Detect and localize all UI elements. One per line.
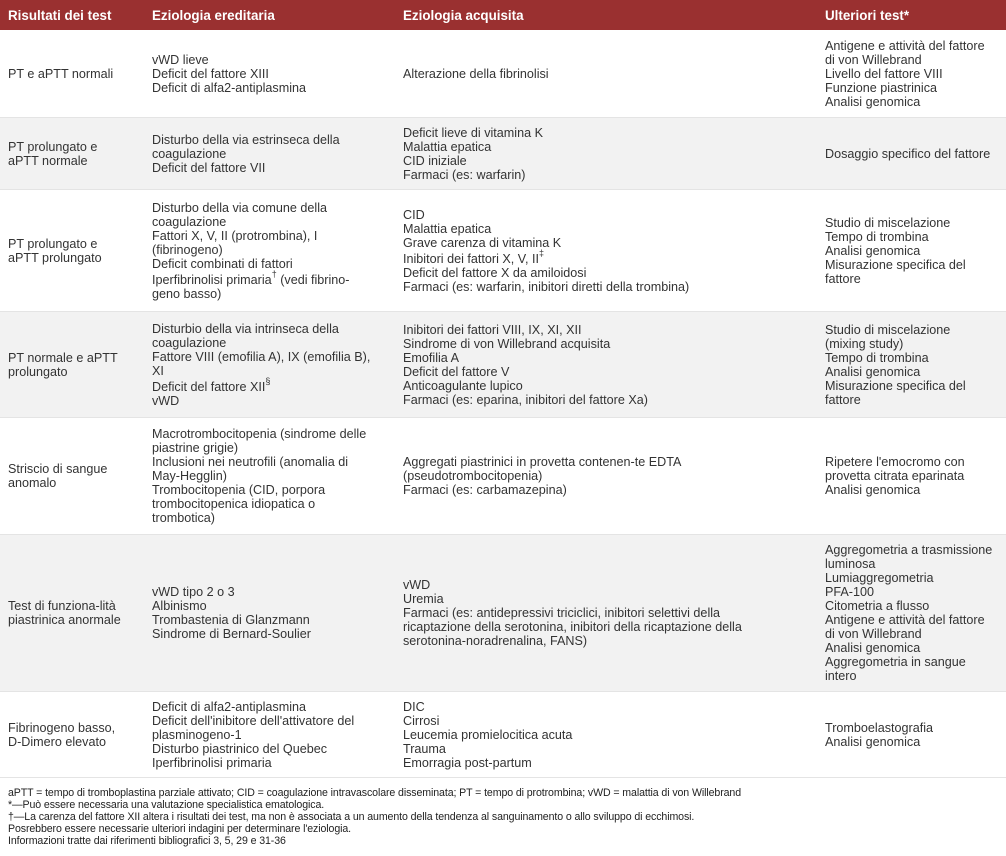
- cell-line: geno basso): [152, 286, 222, 301]
- cell-line: Emofilia A: [403, 350, 459, 365]
- cell-line: coagulazione: [152, 146, 227, 161]
- cell-line: Farmaci (es: warfarin, inibitori diretti della trombina): [403, 279, 690, 294]
- cell-line: Citometria a flusso: [825, 599, 930, 613]
- cell-line: Deficit del fattore V: [403, 364, 510, 379]
- cell-line: piastrine grigie): [152, 441, 239, 455]
- cell-line: DIC: [403, 699, 425, 714]
- hereditary-cell: [144, 312, 395, 418]
- hereditary-cell: [144, 30, 395, 118]
- cell-line: Striscio di sangue: [8, 462, 108, 476]
- acquired-cell: [395, 30, 817, 118]
- footnote-marker: ‡: [539, 248, 545, 259]
- table-row: [0, 312, 1006, 418]
- cell-line: May-Hegglin): [152, 469, 227, 483]
- further-tests-cell: [817, 30, 1006, 118]
- cell-line: trombocitopenica idiopatica o: [152, 497, 316, 511]
- line-text-rest: (vedi fibrino-: [276, 272, 350, 287]
- test-result-cell: [0, 312, 144, 418]
- cell-line: [403, 248, 809, 266]
- cell-line: anomalo: [8, 476, 57, 490]
- cell-line: di von Willebrand: [825, 52, 922, 67]
- cell-line: Trauma: [403, 741, 446, 756]
- table-row: [0, 535, 1006, 692]
- cell-line: ricaptazione della serotonina, inibitori della ricaptazione della: [403, 620, 742, 634]
- table-footnotes: [0, 778, 1006, 847]
- cell-line: Inclusioni nei neutrofili (anomalia di: [152, 455, 349, 469]
- hereditary-cell: [144, 535, 395, 692]
- acquired-cell: [395, 535, 817, 692]
- hereditary-cell: [144, 118, 395, 190]
- cell-line: CID: [403, 207, 425, 222]
- cell-line: Sindrome di Bernard-Soulier: [152, 627, 311, 641]
- cell-line: PT e aPTT normali: [8, 66, 114, 81]
- footnote-further: Posrebbero essere necessarie ulteriori indagini per determinare l'eziologia.: [8, 823, 352, 835]
- cell-line: PFA-100: [825, 585, 875, 599]
- cell-line: vWD tipo 2 o 3: [152, 585, 235, 599]
- further-tests-cell: [817, 535, 1006, 692]
- table-row: [0, 118, 1006, 190]
- cell-line: Grave carenza di vitamina K: [403, 235, 562, 250]
- cell-line: PT prolungato e: [8, 139, 98, 154]
- table-row: [0, 692, 1006, 778]
- cell-line: luminosa: [825, 557, 876, 571]
- test-result-cell: [0, 30, 144, 118]
- further-tests-cell: [817, 118, 1006, 190]
- cell-line: coagulazione: [152, 335, 227, 350]
- further-tests-cell: [817, 312, 1006, 418]
- cell-line: intero: [825, 669, 857, 683]
- cell-line: Analisi genomica: [825, 641, 921, 655]
- cell-line: Lumiaggregometria: [825, 571, 934, 585]
- further-tests-cell: [817, 418, 1006, 535]
- header-further-tests: Ulteriori test*: [817, 0, 1006, 30]
- cell-line: fattore: [825, 271, 861, 286]
- line-text: Deficit del fattore XII: [152, 379, 266, 394]
- cell-line: fattore: [825, 392, 861, 407]
- cell-line: vWD: [152, 393, 180, 408]
- cell-line: vWD: [403, 578, 431, 592]
- cell-line: Malattia epatica: [403, 139, 492, 154]
- cell-line: coagulazione: [152, 214, 227, 229]
- cell-line: Misurazione specifica del: [825, 378, 966, 393]
- cell-line: Deficit di alfa2-antiplasmina: [152, 80, 306, 95]
- table-row: [0, 30, 1006, 118]
- further-tests-cell: [817, 692, 1006, 778]
- footnote-dagger: †—La carenza del fattore XII altera i risultati dei test, ma non è associata a un aumento della tendenza al sanguinamento o allo sviluppo di ecchimosi.: [8, 811, 695, 823]
- cell-line: Uremia: [403, 592, 444, 606]
- cell-line: Antigene e attività del fattore: [825, 613, 985, 627]
- cell-line: Farmaci (es: carbamazepina): [403, 483, 567, 497]
- cell-line: D-Dimero elevato: [8, 734, 106, 749]
- cell-line: PT normale e aPTT: [8, 350, 118, 365]
- table-row: [0, 418, 1006, 535]
- test-result-cell: [0, 692, 144, 778]
- header-test-results: Risultati dei test: [0, 0, 144, 30]
- test-result-cell: [0, 535, 144, 692]
- cell-line: CID iniziale: [403, 153, 467, 168]
- cell-line: Iperfibrinolisi primaria: [152, 755, 272, 770]
- cell-line: (mixing study): [825, 336, 904, 351]
- cell-line: provetta citrata eparinata: [825, 469, 965, 483]
- cell-line: Leucemia promielocitica acuta: [403, 727, 573, 742]
- test-result-cell: [0, 190, 144, 312]
- cell-line: trombotica): [152, 511, 215, 525]
- cell-line: Deficit del fattore VII: [152, 160, 266, 175]
- cell-line: Fibrinogeno basso,: [8, 720, 116, 735]
- cell-line: Disturbio della via intrinseca della: [152, 321, 339, 336]
- cell-line: di von Willebrand: [825, 627, 922, 641]
- hereditary-cell: [144, 692, 395, 778]
- cell-line: [152, 376, 387, 394]
- cell-line: Deficit del fattore X da amiloidosi: [403, 265, 587, 280]
- cell-line: Albinismo: [152, 599, 207, 613]
- cell-line: Fattori X, V, II (protrombina), I: [152, 228, 318, 243]
- footnote-marker: †: [271, 269, 277, 280]
- table-row: [0, 190, 1006, 312]
- footnote-references: Informazioni tratte dai riferimenti bibliografici 3, 5, 29 e 31-36: [8, 835, 286, 847]
- acquired-cell: [395, 190, 817, 312]
- footnote-marker: §: [265, 376, 271, 387]
- cell-line: Anticoagulante lupico: [403, 378, 523, 393]
- cell-line: Analisi genomica: [825, 243, 921, 258]
- cell-line: Deficit dell'inibitore dell'attivatore del: [152, 713, 355, 728]
- cell-line: aPTT prolungato: [8, 250, 102, 265]
- cell-line: Aggregometria in sangue: [825, 655, 966, 669]
- cell-line: Misurazione specifica del: [825, 257, 966, 272]
- cell-line: Aggregati piastrinici in provetta contenen-te EDTA: [403, 455, 682, 469]
- hereditary-cell: [144, 418, 395, 535]
- cell-line: Deficit di alfa2-antiplasmina: [152, 699, 306, 714]
- cell-line: Test di funziona-lità: [8, 599, 116, 613]
- acquired-cell: [395, 692, 817, 778]
- cell-line: prolungato: [8, 364, 68, 379]
- cell-line: Deficit lieve di vitamina K: [403, 125, 543, 140]
- cell-line: Dosaggio specifico del fattore: [825, 146, 991, 161]
- cell-line: Analisi genomica: [825, 483, 921, 497]
- cell-line: Farmaci (es: warfarin): [403, 167, 526, 182]
- cell-line: serotonina-noradrenalina, FANS): [403, 634, 588, 648]
- cell-line: Alterazione della fibrinolisi: [403, 66, 549, 81]
- cell-line: aPTT normale: [8, 153, 88, 168]
- cell-line: Inibitori dei fattori VIII, IX, XI, XII: [403, 322, 582, 337]
- header-hereditary: Eziologia ereditaria: [144, 0, 395, 30]
- cell-line: Farmaci (es: eparina, inibitori del fattore Xa): [403, 392, 648, 407]
- acquired-cell: [395, 118, 817, 190]
- cell-line: Funzione piastrinica: [825, 80, 938, 95]
- cell-line: Cirrosi: [403, 713, 440, 728]
- footnote-abbreviations: aPTT = tempo di tromboplastina parziale attivato; CID = coagulazione intravascolare disseminata; PT = tempo di protrombina; vWD = malattia di von Willebrand: [8, 787, 741, 799]
- cell-line: Tempo di trombina: [825, 229, 929, 244]
- cell-line: Studio di miscelazione: [825, 322, 951, 337]
- hereditary-cell: [144, 190, 395, 312]
- cell-line: plasminogeno-1: [152, 727, 242, 742]
- cell-line: Studio di miscelazione: [825, 215, 951, 230]
- line-text: Inibitori dei fattori X, V, II: [403, 251, 540, 266]
- cell-line: [152, 269, 387, 287]
- cell-line: Macrotrombocitopenia (sindrome delle: [152, 427, 367, 441]
- cell-line: Analisi genomica: [825, 364, 921, 379]
- cell-line: Deficit combinati di fattori: [152, 256, 293, 271]
- cell-line: Sindrome di von Willebrand acquisita: [403, 336, 611, 351]
- cell-line: (fibrinogeno): [152, 242, 223, 257]
- cell-line: Disturbo della via comune della: [152, 200, 328, 215]
- cell-line: Livello del fattore VIII: [825, 66, 943, 81]
- cell-line: vWD lieve: [152, 52, 209, 67]
- cell-line: Emorragia post-partum: [403, 755, 532, 770]
- cell-line: Tromboelastografia: [825, 720, 934, 735]
- cell-line: (pseudotrombocitopenia): [403, 469, 543, 483]
- cell-line: Analisi genomica: [825, 734, 921, 749]
- cell-line: Trombocitopenia (CID, porpora: [152, 483, 326, 497]
- cell-line: Disturbo della via estrinseca della: [152, 132, 340, 147]
- cell-line: Farmaci (es: antidepressivi triciclici, inibitori selettivi della: [403, 606, 721, 620]
- cell-line: Deficit del fattore XIII: [152, 66, 269, 81]
- header-acquired: Eziologia acquisita: [395, 0, 817, 30]
- acquired-cell: [395, 418, 817, 535]
- cell-line: Malattia epatica: [403, 221, 492, 236]
- cell-line: Disturbo piastrinico del Quebec: [152, 741, 328, 756]
- cell-line: Aggregometria a trasmissione: [825, 543, 993, 557]
- cell-line: PT prolungato e: [8, 236, 98, 251]
- table-header: [0, 0, 1006, 30]
- line-text: Iperfibrinolisi primaria: [152, 272, 272, 287]
- test-result-cell: [0, 418, 144, 535]
- cell-line: Fattore VIII (emofilia A), IX (emofilia B),: [152, 349, 371, 364]
- cell-line: Analisi genomica: [825, 94, 921, 109]
- cell-line: XI: [152, 363, 164, 378]
- cell-line: Ripetere l'emocromo con: [825, 455, 965, 469]
- acquired-cell: [395, 312, 817, 418]
- footnote-asterisk: *—Può essere necessaria una valutazione specialistica ematologica.: [8, 799, 325, 811]
- cell-line: Tempo di trombina: [825, 350, 929, 365]
- cell-line: Trombastenia di Glanzmann: [152, 613, 310, 627]
- test-result-cell: [0, 118, 144, 190]
- cell-line: Antigene e attività del fattore: [825, 38, 985, 53]
- further-tests-cell: [817, 190, 1006, 312]
- cell-line: piastrinica anormale: [8, 613, 121, 627]
